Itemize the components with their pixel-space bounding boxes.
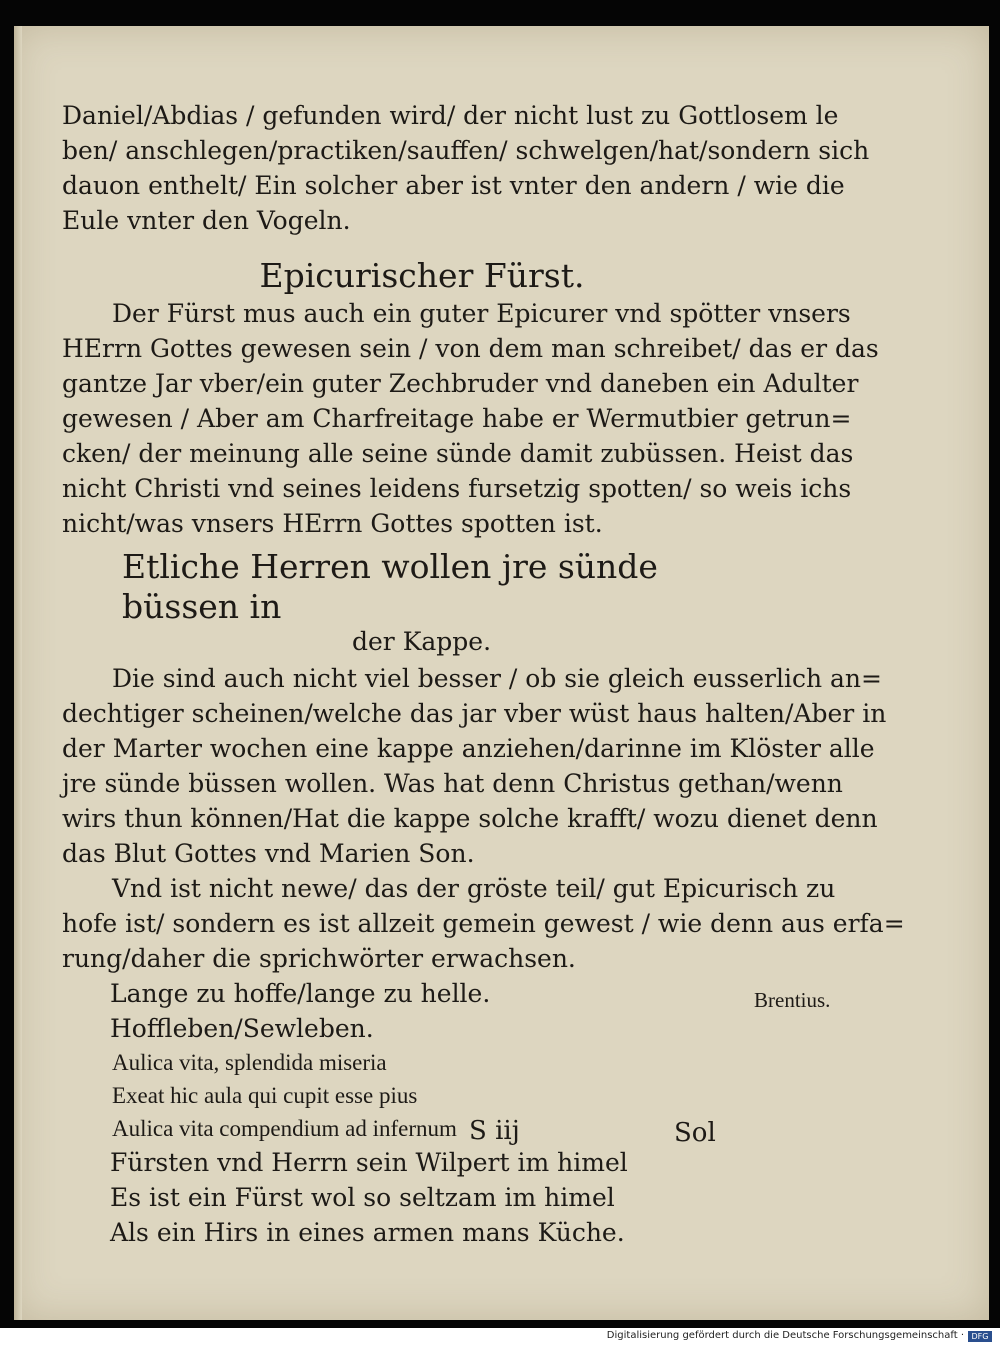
text-line: HErrn Gottes gewesen sein / von dem man schreibet/ das er das [62,334,879,363]
text-line: Eule vnter den Vogeln. [62,206,351,235]
paragraph-4 [62,871,905,976]
text-line: ben/ anschlegen/practiken/sauffen/ schwelgen/hat/sondern sich [62,136,870,165]
latin-proverb-line: Exeat hic aula qui cupit esse pius [112,1083,418,1108]
text-line: Vnd ist nicht newe/ das der gröste teil/ gut Epicurisch zu [112,874,836,903]
text-line: hofe ist/ sondern es ist allzeit gemein gewest / wie denn aus erfa= [62,909,905,938]
section-heading-epicurean-prince: Epicurischer Fürst. [259,256,585,295]
text-line: cken/ der meinung alle seine sünde damit zubüssen. Heist das [62,439,854,468]
catchword: Sol [674,1118,716,1148]
proverb-line: Hoffleben/Sewleben. [110,1014,374,1043]
proverbs-german-1 [62,976,782,1046]
footer-credit: Digitalisierung gefördert durch die Deutsche Forschungsgemeinschaft · [606,1330,964,1341]
paragraph-1 [62,98,870,238]
text-line: dauon enthelt/ Ein solcher aber ist vnter den andern / wie die [62,171,845,200]
text-line: nicht Christi vnd seines leidens fursetzig spotten/ so weis ichs [62,474,852,503]
latin-proverb-line: Aulica vita compendium ad infernum [112,1116,457,1141]
text-line: Der Fürst mus auch ein guter Epicurer vnd spötter vnsers [112,299,851,328]
proverb-line: Lange zu hoffe/lange zu helle. [110,979,491,1008]
footer-bar [0,1328,1000,1345]
text-line: jre sünde büssen wollen. Was hat denn Christus gethan/wenn [62,769,843,798]
text-line: wirs thun können/Hat die kappe solche krafft/ wozu dienet denn [62,804,878,833]
paragraph-2 [62,296,879,541]
dfg-logo-icon: DFG [968,1331,992,1342]
text-line: gewesen / Aber am Charfreitage habe er Wermutbier getrun= [62,404,852,433]
proverb-line: Als ein Hirs in eines armen mans Küche. [110,1218,625,1247]
margin-note: Brentius. [754,988,831,1012]
text-line: der Marter wochen eine kappe anziehen/darinne im Klöster alle [62,734,875,763]
proverbs-german-2 [62,1145,782,1250]
section-heading-penance: Etliche Herren wollen jre sünde büssen in [122,547,658,626]
proverb-line: Fürsten vnd Herrn sein Wilpert im himel [110,1148,628,1177]
text-line: dechtiger scheinen/welche das jar vber wüst haus halten/Aber in [62,699,887,728]
page-edge [14,26,22,1320]
text-line: Daniel/Abdias / gefunden wird/ der nicht lust zu Gottlosem le [62,101,839,130]
text-line: das Blut Gottes vnd Marien Son. [62,839,475,868]
signature-mark: S iij [469,1116,520,1146]
paragraph-3 [62,661,887,871]
text-line: rung/daher die sprichwörter erwachsen. [62,944,576,973]
book-page [14,26,989,1320]
section-heading-penance-sub: der Kappe. [352,627,492,656]
proverb-line: Es ist ein Fürst wol so seltzam im himel [110,1183,615,1212]
text-line: gantze Jar vber/ein guter Zechbruder vnd daneben ein Adulter [62,369,859,398]
text-line: Die sind auch nicht viel besser / ob sie gleich eusserlich an= [112,664,882,693]
text-line: nicht/was vnsers HErrn Gottes spotten ist. [62,509,603,538]
latin-proverb-line: Aulica vita, splendida miseria [112,1050,387,1075]
